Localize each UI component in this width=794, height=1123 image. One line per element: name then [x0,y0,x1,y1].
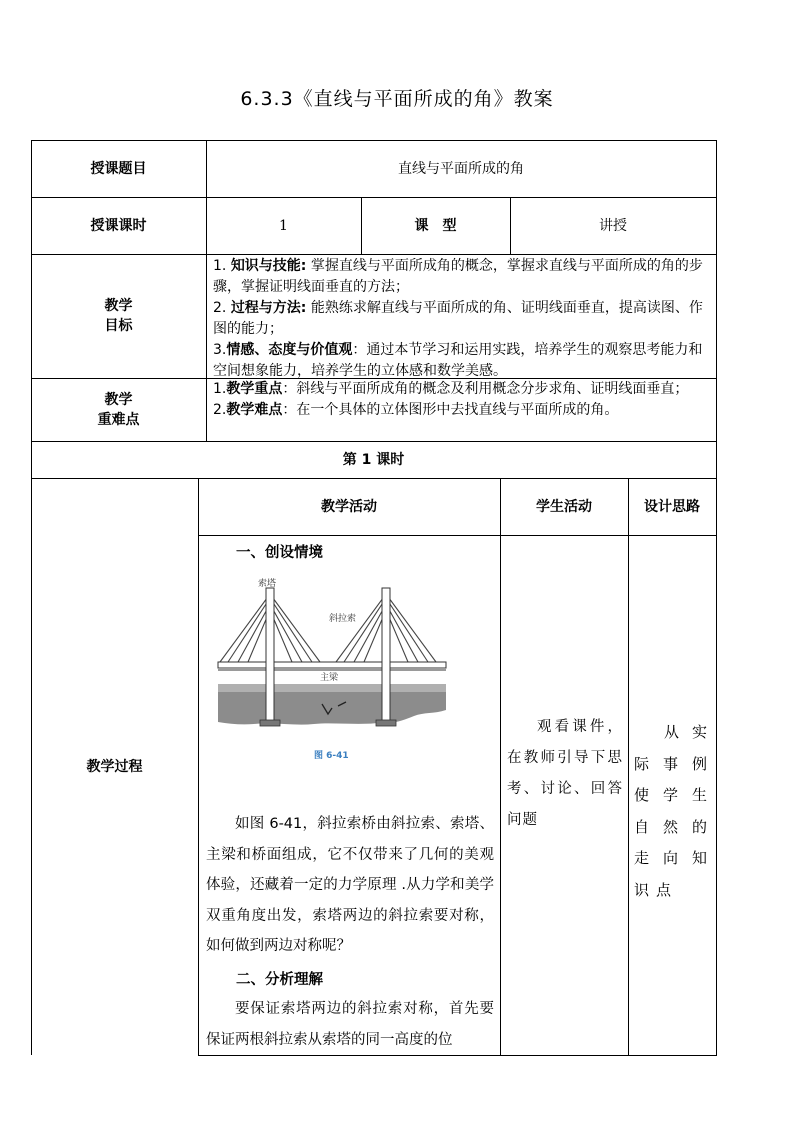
goals-label: 教学 目标 [104,298,133,334]
lesson-label: 第 1 课时 [342,451,405,468]
type-label: 课 型 [414,217,457,234]
document-title: 6.3.3《直线与平面所成的角》教案 [240,88,554,110]
key-item: 2.教学难点：在一个具体的立体图形中去找直线与平面所成的角。 [213,402,619,418]
type-value: 讲授 [599,217,627,234]
goal-item: 3.情感、态度与价值观：通过本节学习和运用实践，培养学生的观察思考能力和空间想象能力，培养学生的立体感和数学美感。 [213,342,703,379]
topic-label: 授课题目 [90,160,147,177]
keys-list [213,379,711,421]
design-idea-text: 从实际事例使学生自然的走向知识点 [634,723,714,899]
keys-label: 教学 重难点 [97,391,140,428]
key-item: 1.教学重点：斜线与平面所成角的概念及利用概念分步求角、证明线面垂直； [213,381,689,397]
hours-label: 授课课时 [90,217,147,234]
col-teacher-activity: 教学活动 [321,498,377,515]
paragraph-2: 要保证索塔两边的斜拉索对称，首先要保证两根斜拉索从索塔的同一高度的位 [206,1001,494,1048]
process-label: 教学过程 [86,758,143,775]
tower-label: 索塔 [258,579,277,589]
goal-item: 1. 知识与技能: 掌握直线与平面所成角的概念，掌握求直线与平面所成的角的步骤，掌握证明线面垂直的方法； [213,258,703,295]
hours-value: 1 [279,217,288,234]
student-activity-text: 观看课件，在教师引导下思考、讨论、回答问题 [507,719,623,828]
col-student-activity: 学生活动 [536,498,592,515]
beam-label: 主梁 [320,673,339,683]
section-heading-2: 二、分析理解 [236,972,323,988]
figure-caption: 图 6-41 [314,751,349,761]
paragraph-1: 如图 6-41，斜拉索桥由斜拉索、索塔、主梁和桥面组成，它不仅带来了几何的美观体验，还藏着一定的力学原理 .从力学和美学双重角度出发，索塔两边的斜拉索要对称，如何做到两边对称呢？ [206,816,494,954]
cable-label: 斜拉索 [329,614,357,624]
topic-value: 直线与平面所成的角 [398,160,524,177]
col-design-idea: 设计思路 [644,498,700,515]
bridge-figure [214,574,450,766]
goals-list [213,256,711,382]
section-heading-1: 一、创设情境 [236,545,323,561]
goal-item: 2. 过程与方法: 能熟练求解直线与平面所成的角、证明线面垂直，提高读图、作图的能力； [213,300,703,337]
